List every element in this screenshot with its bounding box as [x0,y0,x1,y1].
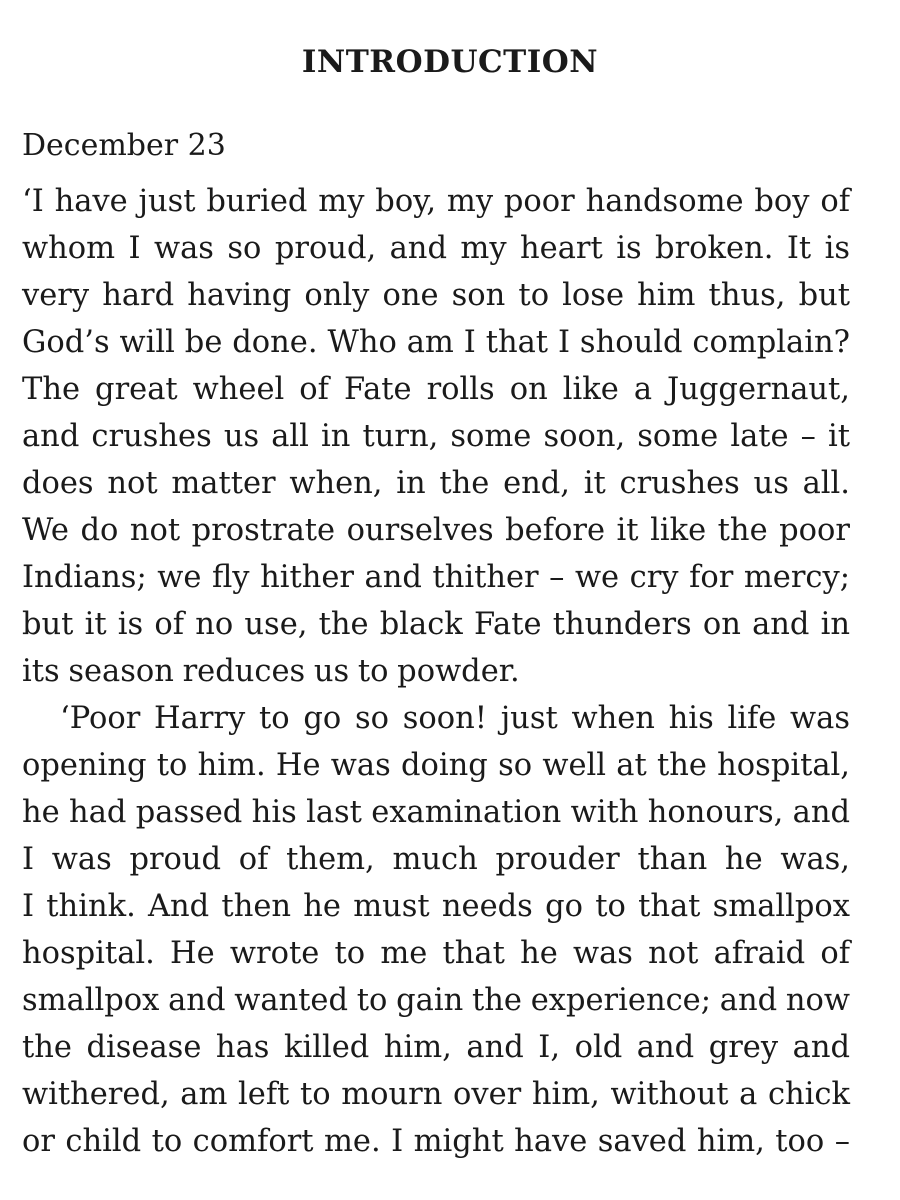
text-line: ‘Poor Harry to go so soon! just when his life was [60,701,850,736]
text-line: I was proud of them, much prouder than he was, [22,842,850,877]
text-line: The great wheel of Fate rolls on like a Juggernaut, [22,372,850,407]
text-line: but it is of no use, the black Fate thunders on and in [22,607,850,642]
text-line: and crushes us all in turn, some soon, some late – it [22,419,850,454]
text-line: its season reduces us to powder. [22,654,520,689]
text-line: whom I was so proud, and my heart is broken. It is [22,231,850,266]
chapter-heading: INTRODUCTION [301,44,599,80]
text-line: very hard having only one son to lose him thus, but [22,278,850,313]
text-line: or child to comfort me. I might have saved him, too – [22,1124,850,1159]
text-line: he had passed his last examination with honours, and [22,795,850,830]
paragraph-1 [22,178,850,695]
text-line: Indians; we fly hither and thither – we cry for mercy; [22,560,850,595]
text-line: God’s will be done. Who am I that I should complain? [22,325,850,360]
text-line: We do not prostrate ourselves before it like the poor [22,513,850,548]
text-line: I think. And then he must needs go to that smallpox [22,889,850,924]
text-line: opening to him. He was doing so well at the hospital, [22,748,850,783]
text-line: the disease has killed him, and I, old and grey and [22,1030,850,1065]
text-line: withered, am left to mourn over him, without a chick [22,1077,850,1112]
text-line: does not matter when, in the end, it crushes us all. [22,466,850,501]
paragraph-2 [22,695,850,1165]
text-line: smallpox and wanted to gain the experience; and now [22,983,850,1018]
text-line: ‘I have just buried my boy, my poor handsome boy of [22,184,850,219]
text-line: hospital. He wrote to me that he was not afraid of [22,936,850,971]
diary-date: December 23 [22,128,226,163]
